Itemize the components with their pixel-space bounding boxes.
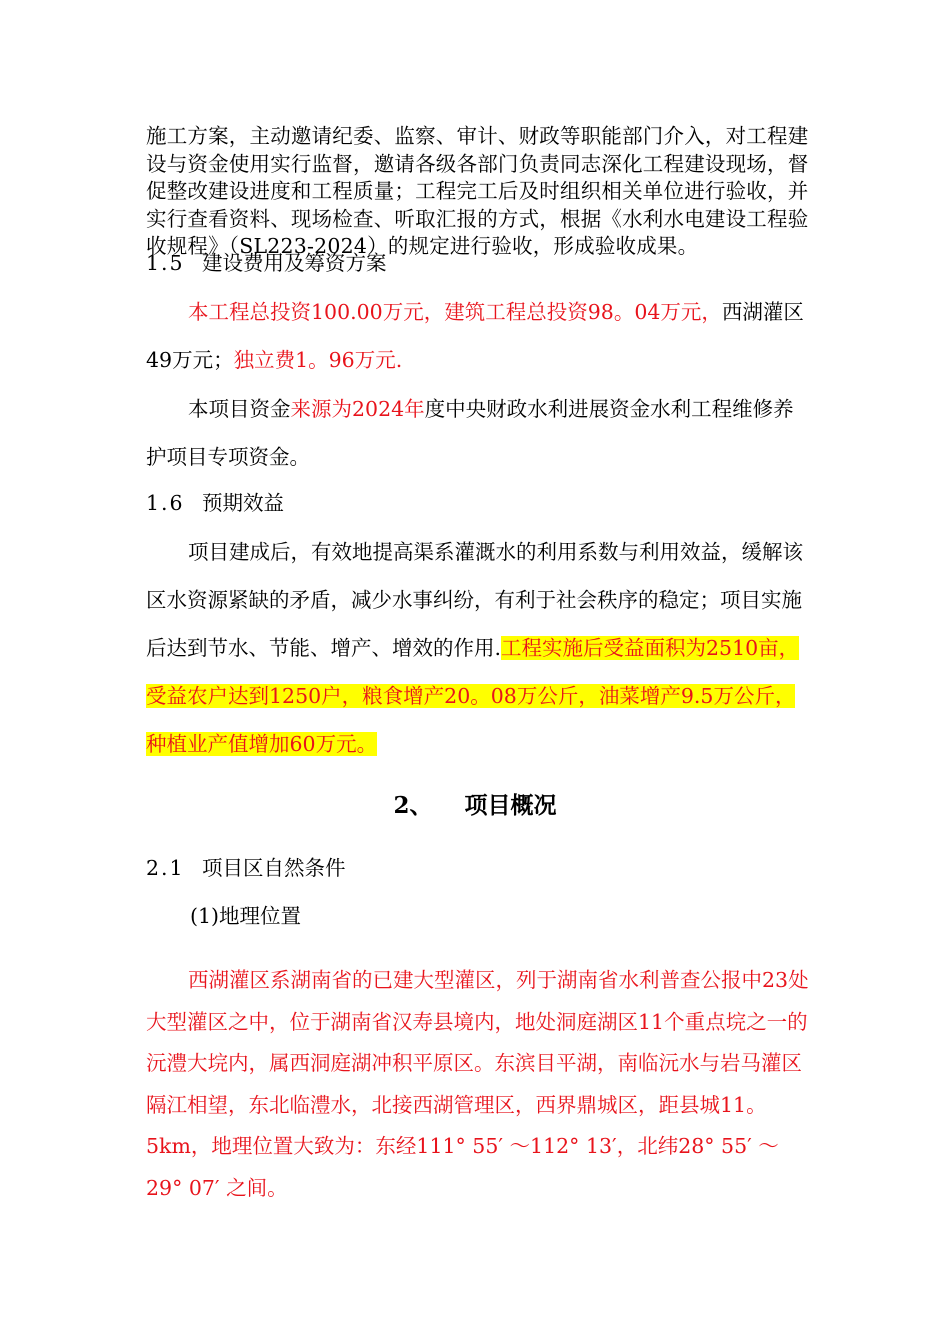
intro-paragraph: 施工方案，主动邀请纪委、监察、审计、财政等职能部门介入，对工程建设与资金使用实行监督，邀请各级各部门负责同志深化工程建设现场，督促整改建设进度和工程质量；工程完工后及时组织相关单位进行验收，并实行查看资料、现场检查、听取汇报的方式，根据《水利水电建设工程验收规程》（SL223-2024）的规定进行验收，形成验收成果。 (146, 124, 809, 258)
investment-paragraph (146, 288, 811, 384)
heading-2-1 (146, 855, 811, 882)
benefits-paragraph (146, 528, 811, 768)
section-2-number: 2、 (393, 792, 433, 819)
investment-red-text: 本工程总投资100.00万元，建筑工程总投资98。04万元， (188, 300, 722, 324)
funding-paragraph (146, 385, 811, 481)
section-2-heading (0, 786, 950, 826)
benefits-text: 项目建成后，有效地提高渠系灌溉水的利用系数与利用效益，缓解该区水资源紧缺的矛盾，减少水事纠纷，有利于社会秩序的稳定；项目实施后达到节水、节能、增产、增效的作用. (146, 540, 803, 660)
geo-paragraph: 西湖灌区系湖南省的已建大型灌区，列于湖南省水利普查公报中23处大型灌区之中，位于湖南省汉寿县境内，地处洞庭湖区11个重点垸之一的沅澧大垸内，属西洞庭湖冲积平原区。东滨目平湖，南临沅水与岩马灌区隔江相望，东北临澧水，北接西湖管理区，西界鼎城区，距县城11。5km，地理位置大致为：东经111° 55′ ～112° 13′，北纬28° 55′ ～29° 07′ 之间。 (146, 968, 809, 1200)
heading-2-1-number: 2.1 (146, 856, 185, 880)
heading-2-1-title: 项目区自然条件 (202, 856, 346, 880)
heading-1-5-title: 建设费用及筹资方案 (202, 251, 387, 275)
heading-1-6-number: 1.6 (146, 491, 185, 515)
heading-1-5-number: 1.5 (146, 251, 185, 275)
heading-1-6-title: 预期效益 (202, 491, 284, 515)
funding-text-after: 度中央财政水利进展资金水利工程维修养护项目专项资金。 (146, 397, 794, 469)
investment-black-text: 西湖灌区49万元； (146, 300, 804, 372)
funding-red-text: 来源为2024年 (290, 397, 425, 421)
heading-1-5 (146, 250, 811, 277)
funding-text-before: 本项目资金 (188, 397, 291, 421)
investment-red-tail: 独立费1。96万元. (233, 348, 403, 372)
heading-1-6 (146, 490, 811, 517)
subheading-geo-location: (1)地理位置 (190, 904, 302, 928)
section-2-title: 项目概况 (464, 792, 557, 819)
benefits-highlighted-text: 工程实施后受益面积为2510亩，受益农户达到1250户，粮食增产20。08万公斤，油菜增产9.5万公斤，种植业产值增加60万元。 (146, 636, 800, 756)
